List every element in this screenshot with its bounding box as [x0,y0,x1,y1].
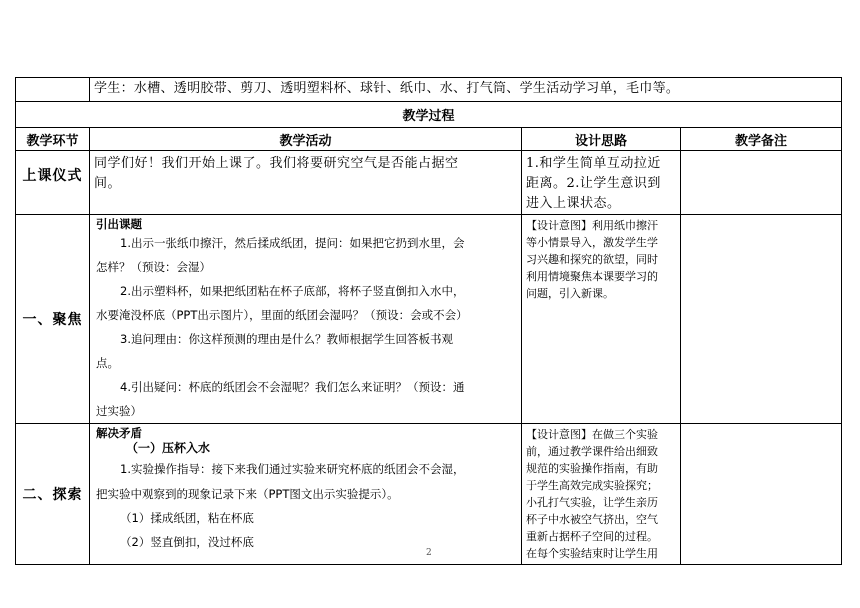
activity-line: 2.出示塑料杯，如果把纸团粘在杯子底部，将杯子竖直倒扣入水中， [120,284,465,298]
header-activity: 教学活动 [90,128,522,151]
materials-cell [90,78,842,102]
activity-line: 同学们好！我们开始上课了。我们将要研究空气是否能占据空 [94,156,459,171]
section-title: 教学过程 [16,102,842,128]
activity-line: 水要淹没杯底（PPT出示图片），里面的纸团会湿吗？（预设：会或不会） [96,308,468,322]
design-line: 距离。2.让学生意识到 [526,176,661,191]
materials-label-cell [16,78,90,102]
activity-title: 引出课题 [96,217,142,231]
header-design: 设计思路 [522,128,681,151]
activity-text [90,151,521,194]
design-text [522,215,680,302]
activity-cell [90,424,522,565]
design-cell [522,215,681,424]
stage-label: 一、聚焦 [22,312,83,328]
design-text [522,424,680,562]
activity-text [90,424,521,554]
header-row [16,128,842,151]
materials-row [16,78,842,102]
activity-line: 怎样？（预设：会湿） [96,260,211,274]
design-line: 【设计意图】利用纸巾擦汗 [526,219,658,232]
design-line: 利用情境聚焦本课要学习的 [526,270,658,283]
design-line: 规范的实验操作指南，有助 [526,462,658,475]
activity-cell [90,215,522,424]
table-row [16,215,842,424]
design-line: 1.和学生简单互动拉近 [526,156,661,171]
activity-line: 4.引出疑问：杯底的纸团会不会湿呢？我们怎么来证明？（预设：通 [120,380,465,394]
design-line: 等小情景导入，激发学生学 [526,236,658,249]
activity-line: 3.追问理由：你这样预测的理由是什么？教师根据学生回答板书观 [120,332,453,346]
table-row [16,424,842,565]
table-row [16,151,842,215]
activity-line: 间。 [94,176,122,191]
activity-text [90,215,521,423]
design-line: 重新占据杯子空间的过程。 [526,530,658,543]
notes-cell [681,215,842,424]
activity-line: （2）竖直倒扣，没过杯底 [120,535,254,549]
stage-cell [16,424,90,565]
materials-text: 学生：水槽、透明胶带、剪刀、透明塑料杯、球针、纸巾、水、打气筒、学生活动学习单，毛巾等。 [94,81,680,96]
design-line: 进入上课状态。 [526,196,621,211]
activity-line: 点。 [96,356,119,370]
lesson-plan-table [15,77,842,565]
design-cell [522,151,681,215]
activity-line: （1）揉成纸团，粘在杯底 [120,511,254,525]
stage-cell [16,215,90,424]
notes-cell [681,151,842,215]
stage-label: 二、探索 [22,487,83,503]
notes-cell [681,424,842,565]
design-line: 问题，引入新课。 [526,287,614,300]
design-line: 于学生高效完成实验探究； [526,479,658,492]
design-line: 杯子中水被空气挤出，空气 [526,513,658,526]
design-line: 习兴趣和探究的欲望，同时 [526,253,658,266]
header-notes: 教学备注 [681,128,842,151]
design-line: 小孔打气实验，让学生亲历 [526,496,658,509]
activity-line: 过实验） [96,404,142,418]
page-number: 2 [426,548,432,558]
activity-cell [90,151,522,215]
design-text [522,151,680,214]
design-line: 【设计意图】在做三个实验 [526,428,658,441]
activity-line: 把实验中观察到的现象记录下来（PPT图文出示实验提示）。 [96,487,399,501]
activity-title: 解决矛盾 [96,426,142,440]
stage-label: 上课仪式 [22,168,83,184]
activity-line: 1.实验操作指导：接下来我们通过实验来研究杯底的纸团会不会湿， [120,462,465,476]
design-cell [522,424,681,565]
design-line: 前，通过教学课件给出细致 [526,445,658,458]
header-stage: 教学环节 [16,128,90,151]
design-line: 在每个实验结束时让学生用 [526,547,658,560]
section-row [16,102,842,128]
activity-line: 1.出示一张纸巾擦汗，然后揉成纸团，提问：如果把它扔到水里，会 [120,236,465,250]
stage-cell [16,151,90,215]
activity-subtitle: （一）压杯入水 [126,441,211,455]
